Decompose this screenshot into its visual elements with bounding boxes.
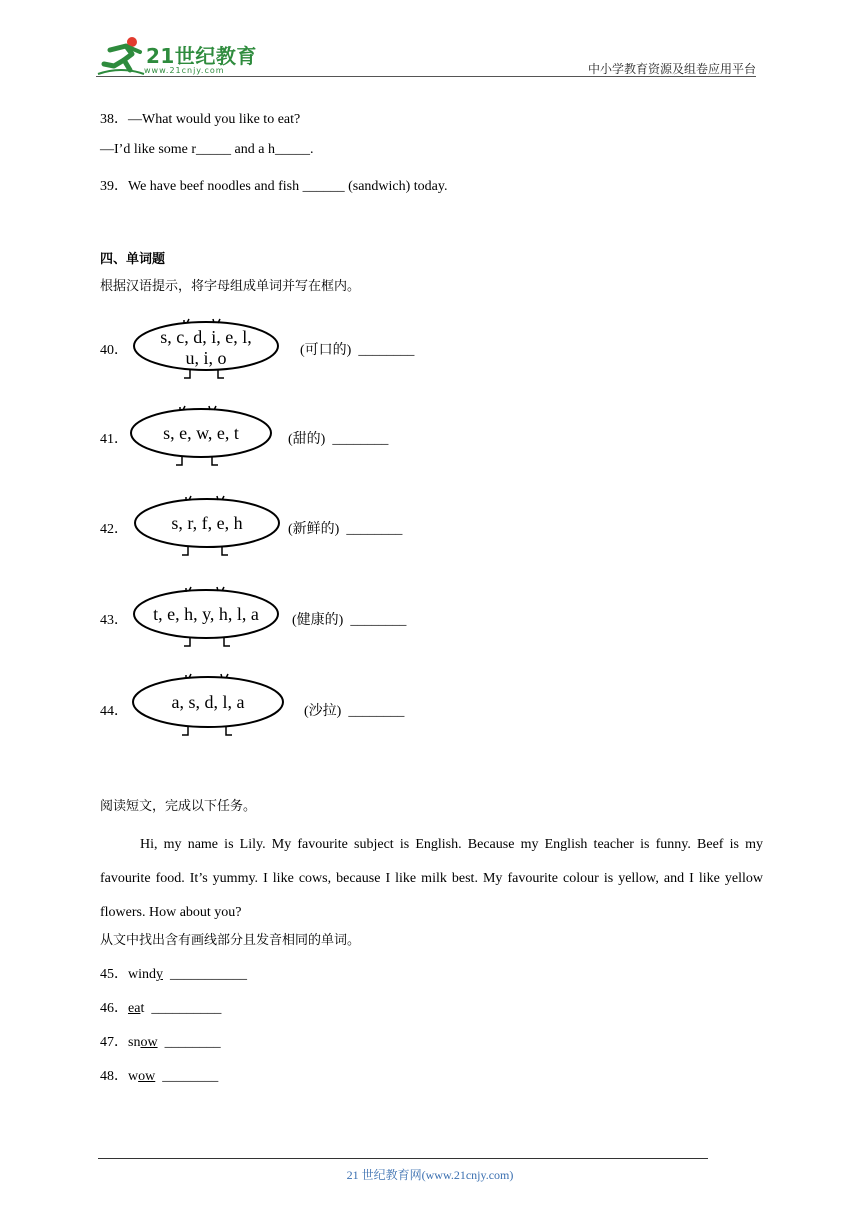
underlined-letters: ea xyxy=(128,1001,141,1016)
answer-blank[interactable]: ________ xyxy=(350,613,407,628)
chinese-hint: (甜的) ________ xyxy=(288,432,389,447)
logo-text: 21世纪教育 xyxy=(146,44,257,68)
header-divider xyxy=(96,76,756,77)
letter-bubble xyxy=(128,403,274,467)
letters: s, c, d, i, e, l, xyxy=(160,327,252,347)
reading-passage: Hi, my name is Lily. My favourite subject is English. Because my English teacher is funny. Beef is my favourite food. It’s yummy. I like cows, because I like milk best. My favourite colour is yellow, and I like yellow flowers. How about you? xyxy=(100,837,763,920)
letter-bubble xyxy=(132,318,280,382)
reading-task: 从文中找出含有画线部分且发音相同的单词。 xyxy=(100,933,361,948)
item-number: 43． xyxy=(100,613,128,628)
letters: a, s, d, l, a xyxy=(171,692,245,712)
underlined-letters: ow xyxy=(140,1035,158,1050)
question-38-line2: —I’d like some r_____ and a h_____. xyxy=(100,142,314,157)
answer-blank[interactable]: ________ xyxy=(162,1069,219,1084)
section-title: 四、单词题 xyxy=(100,252,166,267)
question-45: 45．windy ___________ xyxy=(100,967,247,982)
logo-subtext: www.21cnjy.com xyxy=(144,66,225,75)
answer-blank[interactable]: ________ xyxy=(346,522,403,537)
letter-bubble xyxy=(132,493,282,557)
reading-instruction: 阅读短文，完成以下任务。 xyxy=(100,799,257,814)
question-46: 46．eat __________ xyxy=(100,1001,222,1016)
runner-logo-icon xyxy=(96,36,146,78)
letters-line2: u, i, o xyxy=(185,348,227,368)
chinese-hint: (沙拉) ________ xyxy=(304,704,405,719)
chinese-hint: (可口的) ________ xyxy=(300,343,415,358)
answer-blank[interactable]: ________ xyxy=(164,1035,221,1050)
item-number: 40． xyxy=(100,343,128,358)
letters: t, e, h, y, h, l, a xyxy=(153,604,259,624)
underlined-letters: y xyxy=(156,967,163,982)
question-38-line1: 38．—What would you like to eat? xyxy=(100,112,301,127)
chinese-hint: (新鲜的) ________ xyxy=(288,522,403,537)
answer-blank[interactable]: ________ xyxy=(348,704,405,719)
letters: s, e, w, e, t xyxy=(163,423,239,443)
item-number: 41． xyxy=(100,432,128,447)
letters: s, r, f, e, h xyxy=(171,513,243,533)
answer-blank[interactable]: ________ xyxy=(332,432,389,447)
footer-divider xyxy=(98,1158,708,1159)
question-47: 47．snow ________ xyxy=(100,1035,221,1050)
site-title: 中小学教育资源及组卷应用平台 xyxy=(587,62,756,76)
footer-link[interactable]: 21 世纪教育网(www.21cnjy.com) xyxy=(346,1168,514,1182)
chinese-hint: (健康的) ________ xyxy=(292,613,407,628)
section-instruction: 根据汉语提示，将字母组成单词并写在框内。 xyxy=(100,279,361,294)
answer-blank[interactable]: ________ xyxy=(358,343,415,358)
letter-bubble xyxy=(132,584,280,648)
letter-bubble xyxy=(130,672,286,738)
question-48: 48．wow ________ xyxy=(100,1069,219,1084)
answer-blank[interactable]: ___________ xyxy=(170,967,247,982)
underlined-letters: ow xyxy=(138,1069,156,1084)
item-number: 42． xyxy=(100,522,128,537)
answer-blank[interactable]: __________ xyxy=(151,1001,222,1016)
question-39: 39．We have beef noodles and fish ______ (sandwich) today. xyxy=(100,179,448,194)
item-number: 44． xyxy=(100,704,128,719)
